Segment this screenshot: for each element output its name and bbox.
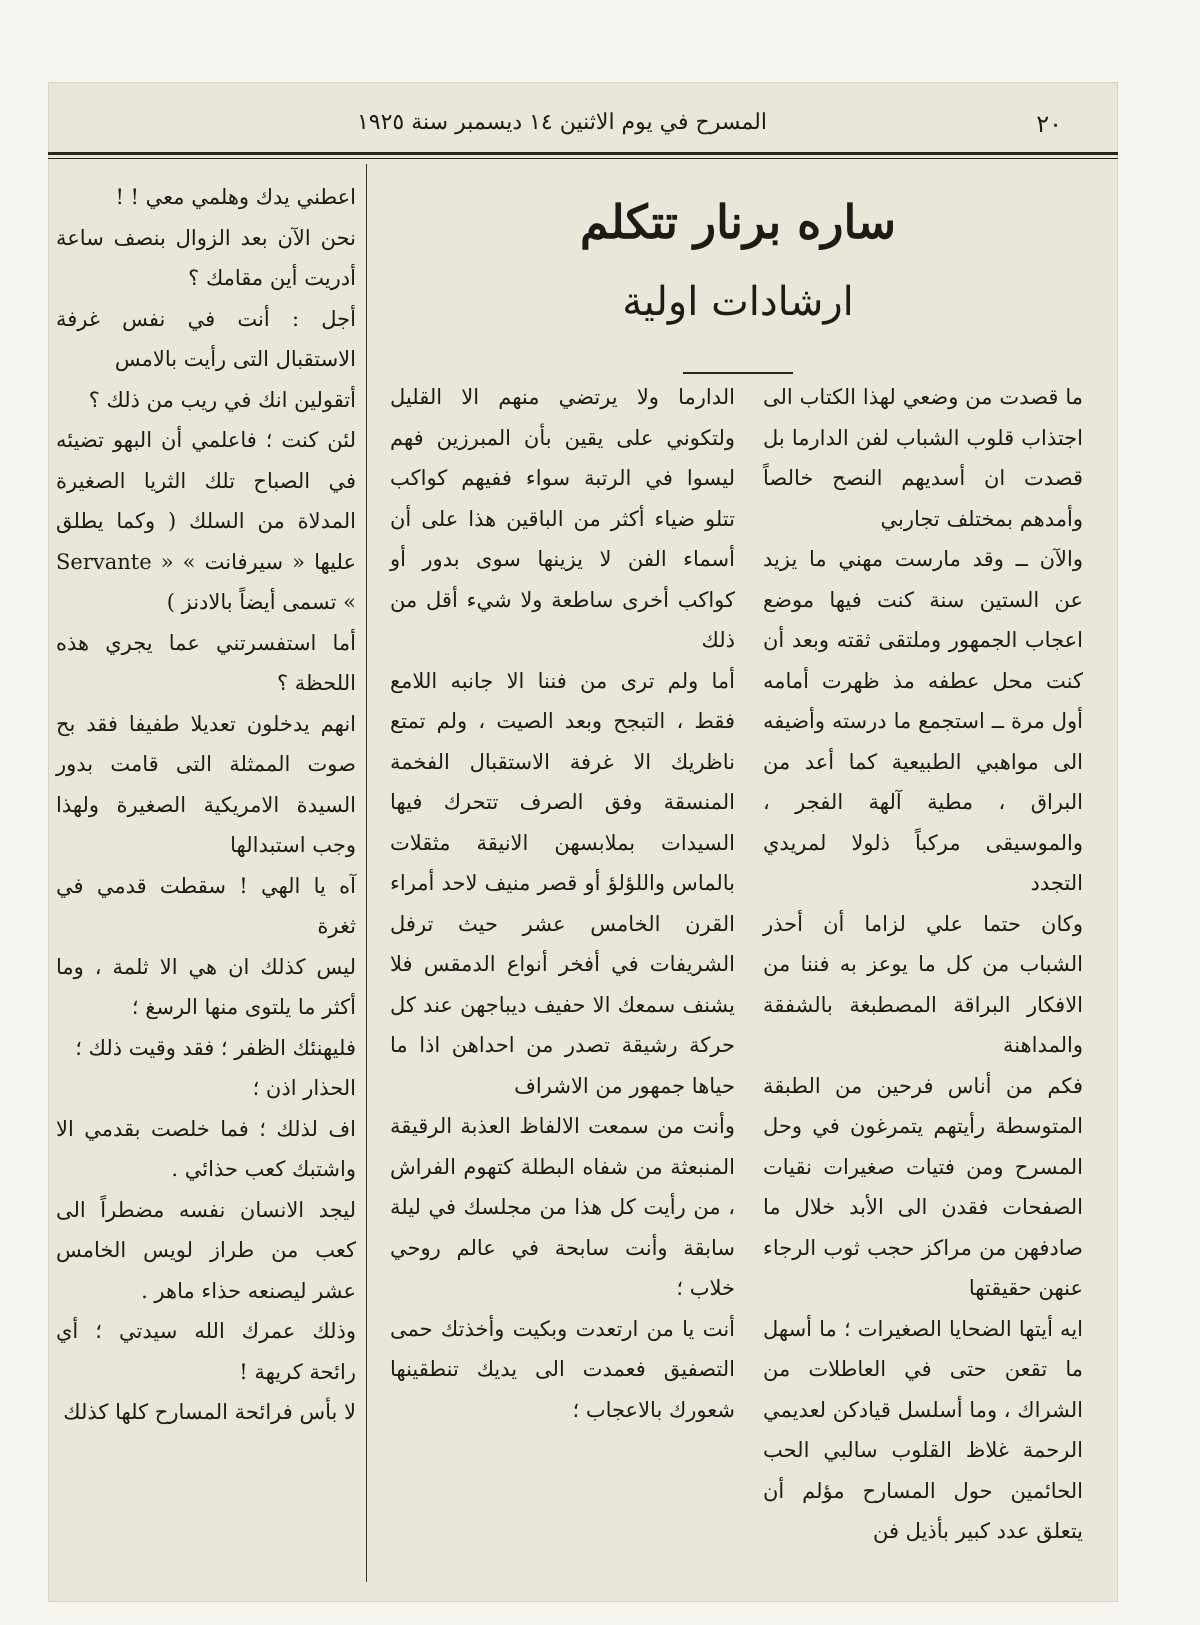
- paragraph: أنت يا من ارتعدت وبكيت وأخذتك حمى التصفيق فعمدت الى يديك تنطقينها شعورك بالاعجاب ؛: [390, 1316, 735, 1422]
- paragraph: أما استفسرتني عما يجري هذه اللحظة ؟: [56, 630, 356, 695]
- paragraph: الدارما ولا يرتضي منهم الا القليل ولتكوني على يقين بأن المبرزين فهم ليسوا في الرتبة سواء ففيهم كواكب تتلو ضياء أكثر من الباقين هذا على أن أسماء الفن لا يزينها سوى بدور أو كواكب أخرى ساطعة ولا شيء أقل من ذلك: [390, 385, 735, 652]
- article-title-block: [388, 192, 1088, 374]
- header-rule-thin: [48, 158, 1118, 159]
- text-column-middle: [390, 377, 735, 1430]
- text-column-left: [56, 177, 356, 1433]
- paragraph: والآن ــ وقد مارست مهني ما يزيد عن الستين سنة كنت فيها موضع اعجاب الجمهور وملتقى ثقته وبعد أن كنت محل عطفه مذ ظهرت أمامه أول مرة ــ استجمع ما درسته وأضيفه الى مواهبي الطبيعية كما أعد من البراق ، مطية آلهة الفجر ، والموسيقى مركباً ذلولا لمريدي التجدد: [763, 547, 1083, 895]
- page-number: ٢٠: [1036, 110, 1062, 138]
- paragraph: فليهنئك الظفر ؛ فقد وقيت ذلك ؛: [75, 1035, 356, 1060]
- header-rule: [48, 152, 1118, 155]
- paragraph: آه يا الهي ! سقطت قدمي في ثغرة: [56, 873, 356, 938]
- running-head: المسرح في يوم الاثنين ١٤ ديسمبر سنة ١٩٢٥: [356, 110, 767, 135]
- paragraph: اف لذلك ؛ فما خلصت بقدمي الا واشتبك كعب حذائي .: [56, 1116, 356, 1181]
- paragraph: ليجد الانسان نفسه مضطراً الى كعب من طراز لويس الخامس عشر ليصنعه حذاء ماهر .: [56, 1197, 356, 1303]
- paragraph: لا بأس فرائحة المسارح كلها كذلك: [63, 1400, 356, 1424]
- paragraph: الحذار اذن ؛: [252, 1076, 356, 1100]
- paragraph: فكم من أناس فرحين من الطبقة المتوسطة رأيتهم يتمرغون في وحل المسرح ومن فتيات صغيرات نقيات الصفحات فقدن الى الأبد خلال ما صادفهن من مراكز حجب ثوب الرجاء عنهن حقيقتها: [763, 1073, 1083, 1300]
- paragraph: ايه أيتها الضحايا الصغيرات ؛ ما أسهل ما تقعن حتى في العاطلات من الشراك ، وما أسلسل قيادكن لعديمي الرحمة غلاظ القلوب سالبي الحب الحائمين حول المسارح مؤلم أن يتعلق عدد كبير بأذيل فن: [763, 1316, 1083, 1543]
- page-header: [54, 108, 1112, 138]
- paragraph: لئن كنت ؛ فاعلمي أن البهو تضيئه في الصباح تلك الثريا الصغيرة المدلاة من السلك ( وكما يطلق عليها « سيرفانت » « Servante » تسمى أيضاً بالادنز ): [56, 428, 356, 614]
- paragraph: وأنت من سمعت الالفاظ العذبة الرقيقة المنبعثة من شفاه البطلة كتهوم الفراش ، من رأيت كل هذا من مجلسك في ليلة سابقة وأنت سابحة في عالم روحي خلاب ؛: [390, 1114, 735, 1300]
- article-title: ساره برنار تتكلم: [579, 195, 897, 249]
- title-rule: [683, 372, 793, 374]
- paragraph: أما ولم ترى من فننا الا جانبه اللامع فقط ، التبجح وبعد الصيت ، ولم تمتع ناظريك الا غرفة الاستقبال الفخمة المنسقة وفق الصرف تتحرك فيها السيدات بملابسهن الانيقة مثقلات بالماس واللؤلؤ أو قصر منيف لاحد أمراء القرن الخامس عشر حيث ترفل الشريفات في أفخر أنواع الدمقس فلا يشنف سمعك الا حفيف ديباجهن عند كل حركة رشيقة تصدر من احداهن اذا ما حياها جمهور من الاشراف: [390, 668, 735, 1098]
- paragraph: نحن الآن بعد الزوال بنصف ساعة أدريت أين مقامك ؟: [56, 225, 356, 290]
- newspaper-page: [48, 82, 1118, 1602]
- text-column-right: [763, 377, 1083, 1552]
- paragraph: انهم يدخلون تعديلا طفيفا فقد بح صوت الممثلة التى قامت بدور السيدة الامريكية الصغيرة ولهذا وجب استبدالها: [56, 711, 356, 857]
- paragraph: ما قصدت من وضعي لهذا الكتاب الى اجتذاب قلوب الشباب لفن الدارما بل قصدت ان أسديهم النصح خالصاً وأمدهم بمختلف تجاربي: [763, 385, 1083, 531]
- paragraph: أجل : أنت في نفس غرفة الاستقبال التى رأيت بالامس: [56, 306, 356, 371]
- paragraph: أتقولين انك في ريب من ذلك ؟: [88, 387, 356, 412]
- paragraph: وكان حتما علي لزاما أن أحذر الشباب من كل ما يوعز به فننا من الافكار البراقة المصطبغة بالشفقة والمداهنة: [763, 911, 1083, 1057]
- paragraph: ليس كذلك ان هي الا ثلمة ، وما أكثر ما يلتوى منها الرسغ ؛: [56, 954, 356, 1019]
- article-subtitle: ارشادات اولية: [622, 279, 854, 325]
- column-divider: [366, 164, 367, 1582]
- paragraph: اعطني يدك وهلمي معي ! !: [115, 185, 356, 209]
- paragraph: وذلك عمرك الله سيدتي ؛ أي رائحة كريهة !: [56, 1319, 356, 1384]
